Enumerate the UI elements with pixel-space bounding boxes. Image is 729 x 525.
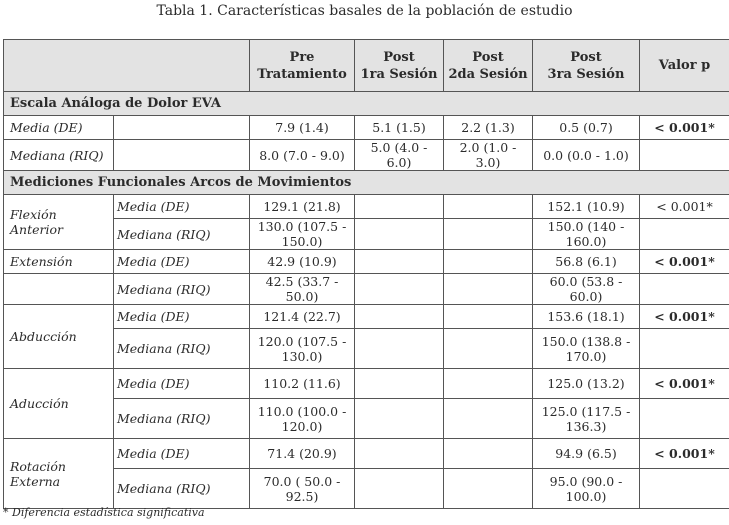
header-pre-line1: Pre <box>289 49 315 65</box>
cell-post1 <box>355 329 444 369</box>
stat-label: Mediana (RIQ) <box>114 274 250 305</box>
cell-post2 <box>444 219 533 250</box>
cell-pre: 42.9 (10.9) <box>250 250 355 274</box>
stat-label: Media (DE) <box>4 116 114 140</box>
empty-cell <box>114 116 250 140</box>
cell-post1 <box>355 439 444 469</box>
footnote: * Diferencia estadística significativa <box>3 506 205 519</box>
group-label-abduccion: Abducción <box>4 305 114 369</box>
cell-post1: 5.0 (4.0 - 6.0) <box>355 140 444 171</box>
cell-post3: 150.0 (138.8 - 170.0) <box>533 329 640 369</box>
stat-label: Media (DE) <box>114 195 250 219</box>
cell-post2 <box>444 305 533 329</box>
group-label-flexion: Flexión Anterior <box>4 195 114 250</box>
baseline-table <box>3 39 729 509</box>
table-row <box>4 274 729 305</box>
stat-label: Mediana (RIQ) <box>4 140 114 171</box>
cell-p-value <box>640 140 729 171</box>
table-row <box>4 140 729 171</box>
empty-cell <box>4 274 114 305</box>
stat-label: Media (DE) <box>114 305 250 329</box>
header-pre <box>250 40 355 92</box>
cell-pre: 70.0 ( 50.0 - 92.5) <box>250 469 355 509</box>
header-empty <box>114 40 250 92</box>
cell-post2 <box>444 439 533 469</box>
table-row <box>4 195 729 219</box>
cell-post2 <box>444 274 533 305</box>
cell-p-value <box>640 329 729 369</box>
cell-post3: 95.0 (90.0 - 100.0) <box>533 469 640 509</box>
header-post1-line1: Post <box>383 49 415 65</box>
table-row <box>4 369 729 399</box>
cell-p-value <box>640 274 729 305</box>
section-row <box>4 92 729 116</box>
section-title-arcos: Mediciones Funcionales Arcos de Movimientos <box>4 171 729 195</box>
cell-p-value: < 0.001* <box>640 369 729 399</box>
cell-post2 <box>444 250 533 274</box>
group-label-rotacion: Rotación Externa <box>4 439 114 509</box>
cell-post3: 56.8 (6.1) <box>533 250 640 274</box>
header-post2-line2: 2da Sesión <box>448 66 528 82</box>
header-pre-line2: Tratamiento <box>257 66 347 82</box>
cell-post1 <box>355 274 444 305</box>
table-row <box>4 305 729 329</box>
cell-pre: 129.1 (21.8) <box>250 195 355 219</box>
cell-p-value: < 0.001* <box>640 305 729 329</box>
stat-label: Media (DE) <box>114 250 250 274</box>
cell-post3: 150.0 (140 - 160.0) <box>533 219 640 250</box>
stat-label: Mediana (RIQ) <box>114 219 250 250</box>
header-row <box>4 40 729 92</box>
cell-pre: 7.9 (1.4) <box>250 116 355 140</box>
cell-post1: 5.1 (1.5) <box>355 116 444 140</box>
cell-post2 <box>444 369 533 399</box>
stat-label: Mediana (RIQ) <box>114 399 250 439</box>
cell-p-value <box>640 219 729 250</box>
cell-pre: 110.2 (11.6) <box>250 369 355 399</box>
header-post2 <box>444 40 533 92</box>
cell-pre: 130.0 (107.5 - 150.0) <box>250 219 355 250</box>
stat-label: Media (DE) <box>114 439 250 469</box>
table-row <box>4 439 729 469</box>
cell-post3: 153.6 (18.1) <box>533 305 640 329</box>
empty-cell <box>114 140 250 171</box>
section-title-eva: Escala Análoga de Dolor EVA <box>4 92 729 116</box>
cell-post3: 152.1 (10.9) <box>533 195 640 219</box>
table-row <box>4 250 729 274</box>
cell-post1 <box>355 399 444 439</box>
table-caption: Tabla 1. Características basales de la población de estudio <box>156 3 573 19</box>
group-label-aduccion: Aducción <box>4 369 114 439</box>
cell-post2 <box>444 329 533 369</box>
cell-pre: 121.4 (22.7) <box>250 305 355 329</box>
cell-post2 <box>444 469 533 509</box>
stat-label: Mediana (RIQ) <box>114 329 250 369</box>
cell-post2 <box>444 399 533 439</box>
header-post3-line2: 3ra Sesión <box>547 66 625 82</box>
header-post1-line2: 1ra Sesión <box>360 66 438 82</box>
cell-pre: 71.4 (20.9) <box>250 439 355 469</box>
cell-post1 <box>355 305 444 329</box>
cell-pre: 42.5 (33.7 - 50.0) <box>250 274 355 305</box>
cell-post3: 125.0 (13.2) <box>533 369 640 399</box>
stat-label: Mediana (RIQ) <box>114 469 250 509</box>
cell-post1 <box>355 369 444 399</box>
cell-p-value: < 0.001* <box>640 195 729 219</box>
cell-post3: 60.0 (53.8 - 60.0) <box>533 274 640 305</box>
cell-post3: 0.0 (0.0 - 1.0) <box>533 140 640 171</box>
cell-post3: 0.5 (0.7) <box>533 116 640 140</box>
cell-p-value: < 0.001* <box>640 439 729 469</box>
cell-p-value <box>640 469 729 509</box>
cell-post3: 94.9 (6.5) <box>533 439 640 469</box>
cell-post1 <box>355 250 444 274</box>
cell-post1 <box>355 219 444 250</box>
cell-post2: 2.0 (1.0 - 3.0) <box>444 140 533 171</box>
stat-label: Media (DE) <box>114 369 250 399</box>
cell-p-value: < 0.001* <box>640 116 729 140</box>
cell-post3: 125.0 (117.5 - 136.3) <box>533 399 640 439</box>
cell-post2 <box>444 195 533 219</box>
header-post3-line1: Post <box>570 49 602 65</box>
cell-post1 <box>355 469 444 509</box>
cell-pre: 110.0 (100.0 - 120.0) <box>250 399 355 439</box>
cell-pre: 8.0 (7.0 - 9.0) <box>250 140 355 171</box>
cell-post1 <box>355 195 444 219</box>
cell-pre: 120.0 (107.5 - 130.0) <box>250 329 355 369</box>
header-post3 <box>533 40 640 92</box>
header-empty <box>4 40 114 92</box>
cell-p-value: < 0.001* <box>640 250 729 274</box>
group-label-extension: Extensión <box>4 250 114 274</box>
section-row <box>4 171 729 195</box>
header-post2-line1: Post <box>472 49 504 65</box>
header-p-value: Valor p <box>640 40 729 92</box>
cell-p-value <box>640 399 729 439</box>
table-row <box>4 116 729 140</box>
header-post1 <box>355 40 444 92</box>
cell-post2: 2.2 (1.3) <box>444 116 533 140</box>
